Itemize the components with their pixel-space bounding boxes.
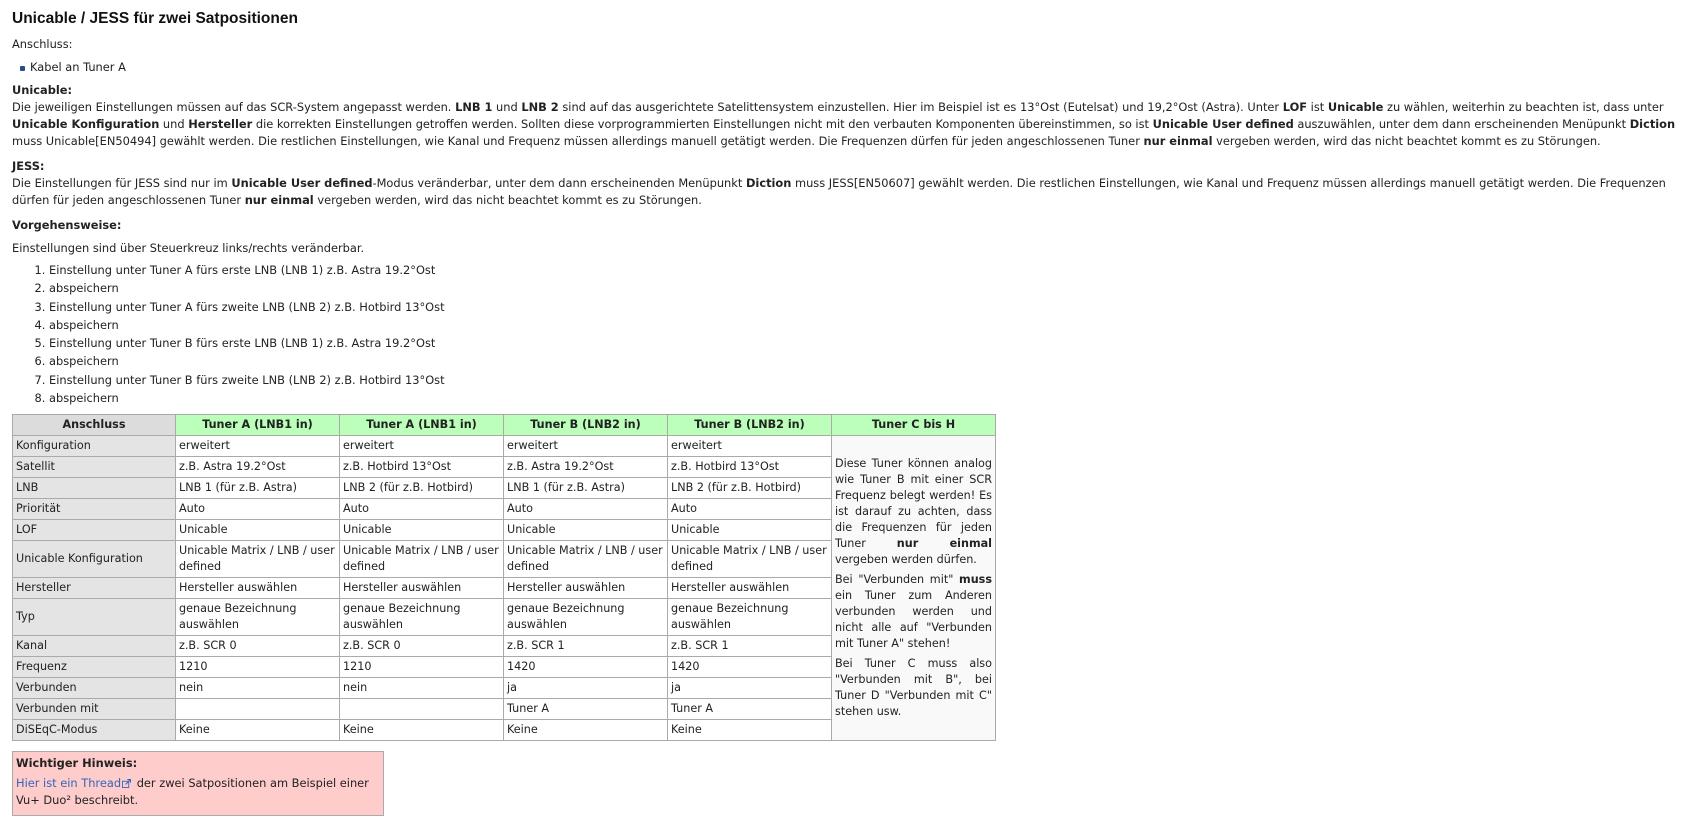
table-cell: z.B. Astra 19.2°Ost	[176, 457, 340, 478]
row-label: Konfiguration	[13, 436, 176, 457]
table-cell: erweitert	[176, 436, 340, 457]
table-cell: Keine	[176, 720, 340, 741]
table-header-row	[13, 415, 996, 436]
table-cell: genaue Bezeichnung auswählen	[668, 599, 832, 636]
table-cell: LNB 1 (für z.B. Astra)	[504, 478, 668, 499]
list-item: 4. abspeichern	[49, 316, 1681, 334]
table-cell: LNB 2 (für z.B. Hotbird)	[668, 478, 832, 499]
tuner-config-table	[12, 414, 996, 741]
row-label: Priorität	[13, 499, 176, 520]
table-cell: Unicable Matrix / LNB / user defined	[668, 541, 832, 578]
list-item: 8. abspeichern	[49, 389, 1681, 407]
row-label: Typ	[13, 599, 176, 636]
table-cell: Hersteller auswählen	[504, 578, 668, 599]
table-cell: Tuner A	[504, 699, 668, 720]
table-cell: Auto	[340, 499, 504, 520]
tuner-c-h-note	[832, 436, 996, 741]
table-cell: Keine	[340, 720, 504, 741]
table-cell: 1420	[504, 657, 668, 678]
table-cell: genaue Bezeichnung auswählen	[176, 599, 340, 636]
column-header: Tuner A (LNB1 in)	[340, 415, 504, 436]
list-item: 3. Einstellung unter Tuner A fürs zweite LNB (LNB 2) z.B. Hotbird 13°Ost	[49, 298, 1681, 316]
table-cell: z.B. SCR 1	[668, 636, 832, 657]
notice-title: Wichtiger Hinweis:	[16, 756, 138, 771]
row-label: Satellit	[13, 457, 176, 478]
list-item: Kabel an Tuner A	[30, 59, 1681, 76]
list-item: 1. Einstellung unter Tuner A fürs erste LNB (LNB 1) z.B. Astra 19.2°Ost	[49, 261, 1681, 279]
table-cell: Keine	[504, 720, 668, 741]
jess-heading: JESS:	[12, 159, 45, 173]
table-cell: Auto	[176, 499, 340, 520]
table-cell: LNB 2 (für z.B. Hotbird)	[340, 478, 504, 499]
table-row	[13, 436, 996, 457]
table-cell	[176, 699, 340, 720]
notice-text: Hier ist ein Thread der zwei Satpositionen am Beispiel einer Vu+ Duo² beschreibt.	[16, 776, 369, 808]
row-label: DiSEqC-Modus	[13, 720, 176, 741]
list-item: 5. Einstellung unter Tuner B fürs erste LNB (LNB 1) z.B. Astra 19.2°Ost	[49, 334, 1681, 352]
row-label: Unicable Konfiguration	[13, 541, 176, 578]
table-cell: Unicable	[668, 520, 832, 541]
table-cell: z.B. Hotbird 13°Ost	[340, 457, 504, 478]
table-cell: Unicable Matrix / LNB / user defined	[340, 541, 504, 578]
list-item: 6. abspeichern	[49, 352, 1681, 370]
column-header: Tuner C bis H	[832, 415, 996, 436]
table-cell: Auto	[668, 499, 832, 520]
table-cell: genaue Bezeichnung auswählen	[504, 599, 668, 636]
note-paragraph: Bei "Verbunden mit" muss ein Tuner zum Anderen verbunden werden und nicht alle auf "Verbunden mit Tuner A" stehen!	[835, 573, 992, 651]
table-cell: Unicable Matrix / LNB / user defined	[504, 541, 668, 578]
table-cell: z.B. Hotbird 13°Ost	[668, 457, 832, 478]
list-item: 2. abspeichern	[49, 279, 1681, 297]
table-cell: Auto	[504, 499, 668, 520]
row-label: Verbunden mit	[13, 699, 176, 720]
column-header: Tuner B (LNB2 in)	[668, 415, 832, 436]
table-cell: Unicable	[176, 520, 340, 541]
column-header: Tuner A (LNB1 in)	[176, 415, 340, 436]
table-cell: z.B. SCR 1	[504, 636, 668, 657]
table-cell: erweitert	[668, 436, 832, 457]
thread-link[interactable]: Hier ist ein Thread	[16, 776, 122, 791]
table-cell: 1210	[340, 657, 504, 678]
row-label: LOF	[13, 520, 176, 541]
jess-paragraph: Die Einstellungen für JESS sind nur im Unicable User defined-Modus veränderbar, unter dem dann erscheinenden Menüpunkt Diction muss JESS[EN50607] gewählt werden. Die restlichen Einstellungen, wie Kanal und Frequenz müssen allerdings manuell getätigt werden. Die Frequenzen dürfen für jeden angeschlossenen Tuner nur einmal vergeben werden, wird das nicht beachtet kommt es zu Störungen.	[12, 176, 1666, 207]
external-link-icon	[122, 779, 131, 788]
column-header: Anschluss	[13, 415, 176, 436]
table-cell: z.B. SCR 0	[176, 636, 340, 657]
table-cell: ja	[668, 678, 832, 699]
note-paragraph: Bei Tuner C muss also "Verbunden mit B", bei Tuner D "Verbunden mit C" stehen usw.	[835, 657, 992, 719]
table-cell: erweitert	[504, 436, 668, 457]
table-cell: Keine	[668, 720, 832, 741]
table-cell: Unicable	[504, 520, 668, 541]
steps-list	[12, 261, 1681, 407]
table-cell	[340, 699, 504, 720]
row-label: Verbunden	[13, 678, 176, 699]
unicable-heading: Unicable:	[12, 83, 73, 97]
anschluss-list	[12, 59, 1681, 76]
table-cell: 1420	[668, 657, 832, 678]
table-cell: Hersteller auswählen	[340, 578, 504, 599]
note-paragraph: Diese Tuner können analog wie Tuner B mit einer SCR Frequenz belegt werden! Es ist darauf zu achten, dass die Frequenzen für jeden Tuner nur einmal vergeben werden dürfen.	[835, 457, 992, 567]
table-cell: ja	[504, 678, 668, 699]
table-cell: Hersteller auswählen	[176, 578, 340, 599]
table-cell: nein	[340, 678, 504, 699]
table-cell: Unicable Matrix / LNB / user defined	[176, 541, 340, 578]
table-cell: Tuner A	[668, 699, 832, 720]
list-item: 7. Einstellung unter Tuner B fürs zweite LNB (LNB 2) z.B. Hotbird 13°Ost	[49, 371, 1681, 389]
important-notice	[12, 751, 384, 816]
table-cell: LNB 1 (für z.B. Astra)	[176, 478, 340, 499]
row-label: Kanal	[13, 636, 176, 657]
column-header: Tuner B (LNB2 in)	[504, 415, 668, 436]
table-cell: nein	[176, 678, 340, 699]
unicable-paragraph: Die jeweiligen Einstellungen müssen auf das SCR-System angepasst werden. LNB 1 und LNB 2 sind auf das ausgerichtete Satelittensystem einzustellen. Hier im Beispiel ist es 13°Ost (Eutelsat) und 19,2°Ost (Astra). Unter LOF ist Unicable zu wählen, weiterhin zu beachten ist, dass unter Unicable Konfiguration und Hersteller die korrekten Einstellungen getroffen werden. Sollten diese vorprogrammierten Einstellungen nicht mit den verbauten Komponenten übereinstimmen, so ist Unicable User defined auszuwählen, unter dem dann erscheinenden Menüpunkt Diction muss Unicable[EN50494] gewählt werden. Die restlichen Einstellungen, wie Kanal und Frequenz müssen allerdings manuell getätigt werden. Die Frequenzen dürfen für jeden angeschlossenen Tuner nur einmal vergeben werden, wird das nicht beachtet kommt es zu Störungen.	[12, 100, 1676, 148]
table-cell: z.B. Astra 19.2°Ost	[504, 457, 668, 478]
table-cell: Unicable	[340, 520, 504, 541]
table-cell: Hersteller auswählen	[668, 578, 832, 599]
vorgehen-intro: Einstellungen sind über Steuerkreuz links/rechts veränderbar.	[12, 241, 365, 255]
table-cell: 1210	[176, 657, 340, 678]
vorgehen-heading: Vorgehensweise:	[12, 218, 122, 232]
row-label: LNB	[13, 478, 176, 499]
row-label: Frequenz	[13, 657, 176, 678]
row-label: Hersteller	[13, 578, 176, 599]
table-cell: erweitert	[340, 436, 504, 457]
table-cell: genaue Bezeichnung auswählen	[340, 599, 504, 636]
table-cell: z.B. SCR 0	[340, 636, 504, 657]
page-title: Unicable / JESS für zwei Satpositionen	[12, 10, 298, 27]
anschluss-label: Anschluss:	[12, 37, 73, 51]
